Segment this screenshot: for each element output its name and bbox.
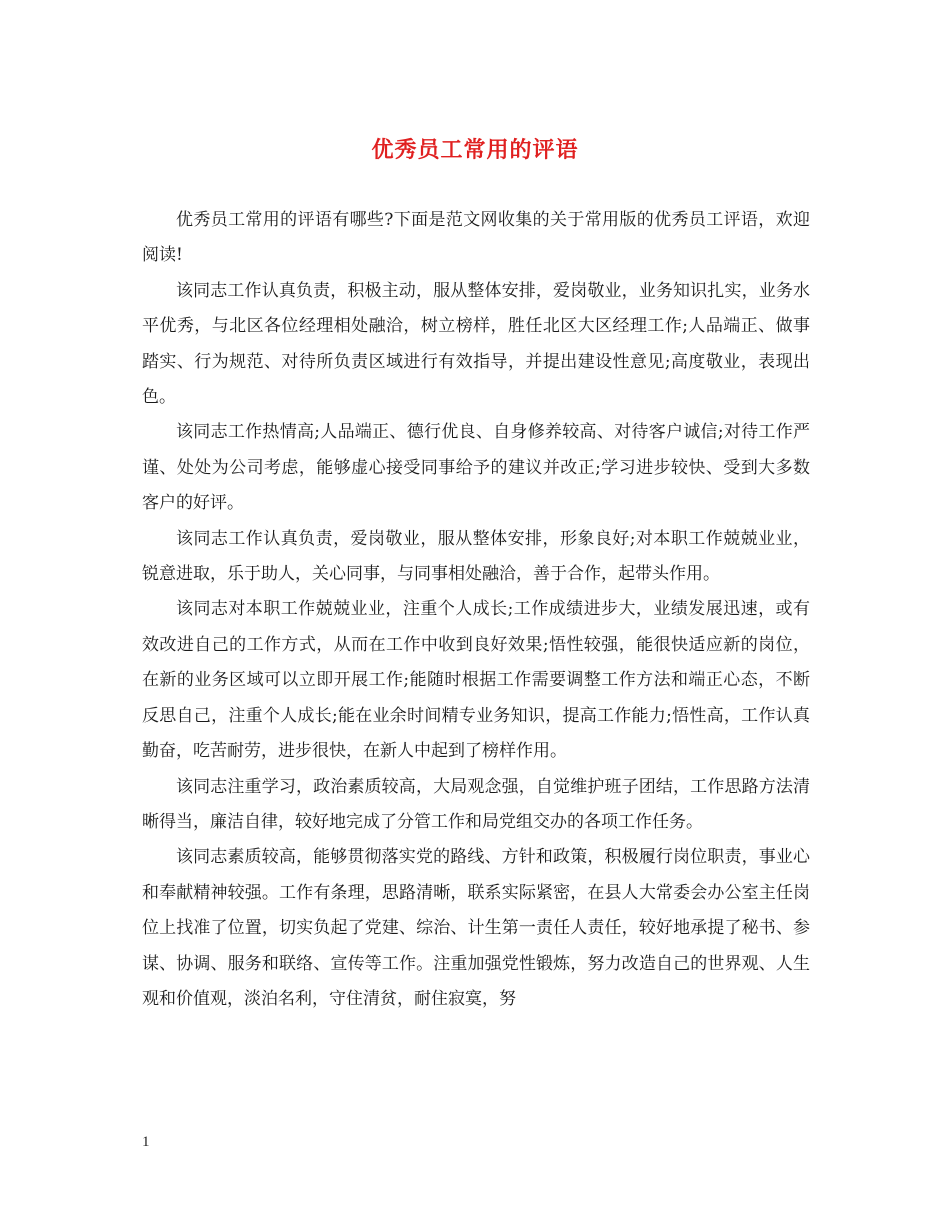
paragraph-comment-3: 该同志工作认真负责，爱岗敬业，服从整体安排，形象良好;对本职工作兢兢业业，锐意进取，乐于助人，关心同事，与同事相处融洽，善于合作，起带头作用。: [142, 528, 810, 585]
document-title: 优秀员工常用的评语: [371, 137, 579, 163]
paragraph-comment-1: 该同志工作认真负责，积极主动，服从整体安排，爱岗敬业，业务知识扎实，业务水平优秀，与北区各位经理相处融洽，树立榜样，胜任北区大区经理工作;人品端正、做事踏实、行为规范、对待所负责区域进行有效指导，并提出建设性意见;高度敬业，表现出色。: [142, 280, 810, 408]
paragraph-comment-4: 该同志对本职工作兢兢业业，注重个人成长;工作成绩进步大，业绩发展迅速，或有效改进自己的工作方式，从而在工作中收到良好效果;悟性较强，能很快适应新的岗位，在新的业务区域可以立即开展工作;能随时根据工作需要调整工作方法和端正心态，不断反思自己，注重个人成长;能在业余时间精专业务知识，提高工作能力;悟性高，工作认真勤奋，吃苦耐劳，进步很快，在新人中起到了榜样作用。: [142, 599, 810, 762]
paragraph-comment-5: 该同志注重学习，政治素质较高，大局观念强，自觉维护班子团结，工作思路方法清晰得当，廉洁自律，较好地完成了分管工作和局党组交办的各项工作任务。: [142, 776, 810, 832]
paragraph-comment-6: 该同志素质较高，能够贯彻落实党的路线、方针和政策，积极履行岗位职责，事业心和奉献精神较强。工作有条理，思路清晰，联系实际紧密，在县人大常委会办公室主任岗位上找准了位置，切实负起了党建、综治、计生第一责任人责任，较好地承提了秘书、参谋、协调、服务和联络、宣传等工作。注重加强党性锻炼，努力改造自己的世界观、人生观和价值观，淡泊名利，守住清贫，耐住寂寞，努: [142, 847, 810, 1009]
paragraph-comment-2: 该同志工作热情高;人品端正、德行优良、自身修养较高、对待客户诚信;对待工作严谨、处处为公司考虑，能够虚心接受同事给予的建议并改正;学习进步较快、受到大多数客户的好评。: [142, 422, 810, 514]
document-body: [142, 203, 810, 1017]
paragraph-intro: 优秀员工常用的评语有哪些?下面是范文网收集的关于常用版的优秀员工评语，欢迎阅读!: [142, 210, 810, 266]
page-number: 1: [142, 1134, 150, 1150]
